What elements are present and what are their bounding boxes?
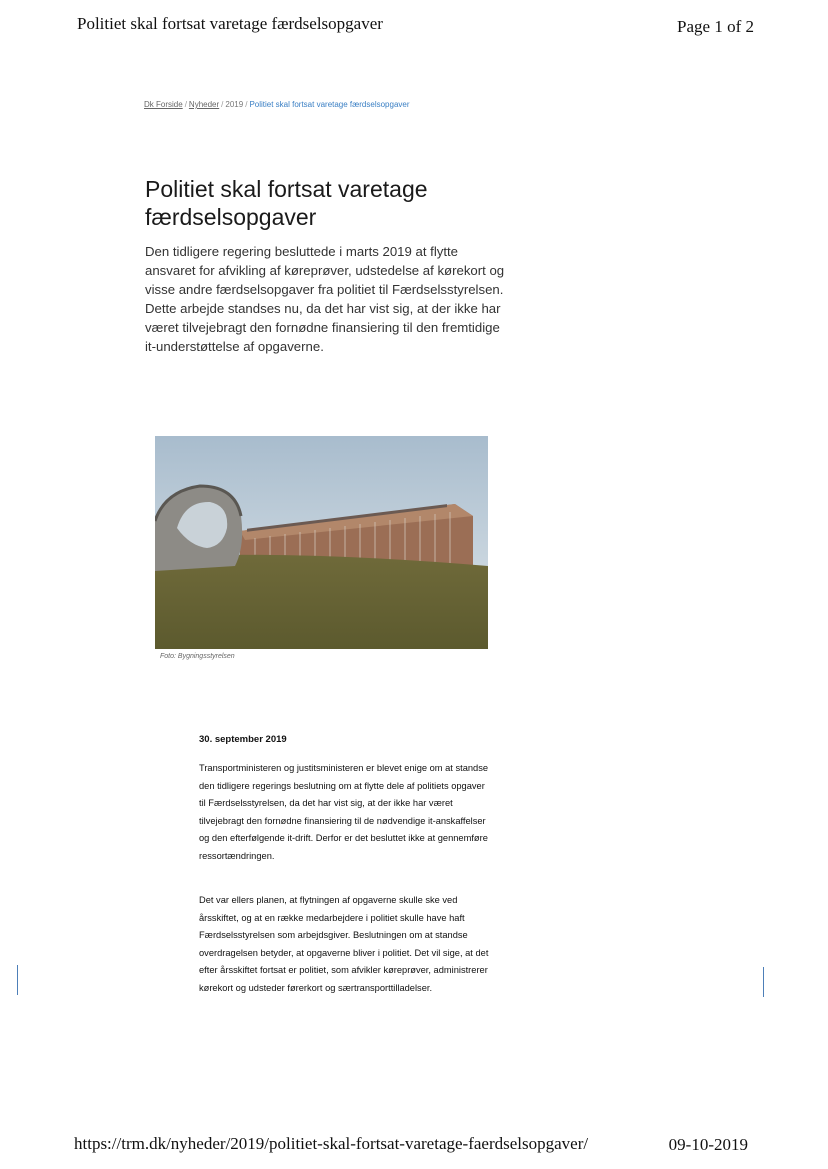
print-footer-url: https://trm.dk/nyheder/2019/politiet-skal-fortsat-varetage-faerdselsopgaver/: [74, 1134, 589, 1153]
breadcrumb-home-link[interactable]: Dk Forside: [144, 100, 183, 109]
article-lead: Den tidligere regering besluttede i marts 2019 at flytte ansvaret for afvikling af køreprøver, udstedelse af kørekort og visse andre færdselsopgaver fra politiet til Færdselsstyrelsen. Dette arbejde standses nu, da det har vist sig, at der ikke har været tilvejebragt den fornødne finansiering til den fremtidige it-understøttelse af opgaverne.: [145, 244, 505, 354]
print-page-number: Page 1 of 2: [677, 17, 754, 36]
scan-mark-right: [763, 967, 764, 997]
article-photo: [155, 436, 488, 649]
print-footer-date: 09-10-2019: [668, 1135, 748, 1154]
breadcrumb-news-link[interactable]: Nyheder: [188, 100, 220, 109]
breadcrumb: Dk Forside / Nyheder / 2019 / Politiet skal fortsat varetage færdselsopgaver: [144, 100, 410, 109]
article-date: 30. september 2019: [199, 734, 287, 745]
article-paragraph-1: Transportministeren og justitsministeren er blevet enige om at standse den tidligere regerings beslutning om at flytte dele af politiets opgaver til Færdselsstyrelsen, da det har vist sig, at der ikke har været tilvejebragt den fornødne finansiering til de nødvendige it-anskaffelser og den efterfølgende it-drift. Derfor er det besluttet ikke at gennemføre ressortændringen.: [199, 763, 489, 861]
photo-caption: Foto: Bygningsstyrelsen: [160, 653, 235, 660]
article-title: Politiet skal fortsat varetage færdselsopgaver: [145, 176, 428, 230]
breadcrumb-year: 2019: [225, 100, 244, 109]
article-paragraph-2: Det var ellers planen, at flytningen af opgaverne skulle ske ved årsskiftet, og at en række medarbejdere i politiet skulle have haft Færdselsstyrelsen som arbejdsgiver. Beslutningen om at standse overdragelsen betyder, at opgaverne bliver i politiet. Det vil sige, at det efter årsskiftet fortsat er politiet, som afvikler køreprøver, administrerer kørekort og udsteder førerkort og særtransporttilladelser.: [199, 895, 489, 993]
breadcrumb-current: Politiet skal fortsat varetage færdselsopgaver: [249, 100, 410, 109]
scan-mark-left: [17, 965, 18, 995]
print-header-title: Politiet skal fortsat varetage færdselsopgaver: [77, 14, 383, 33]
